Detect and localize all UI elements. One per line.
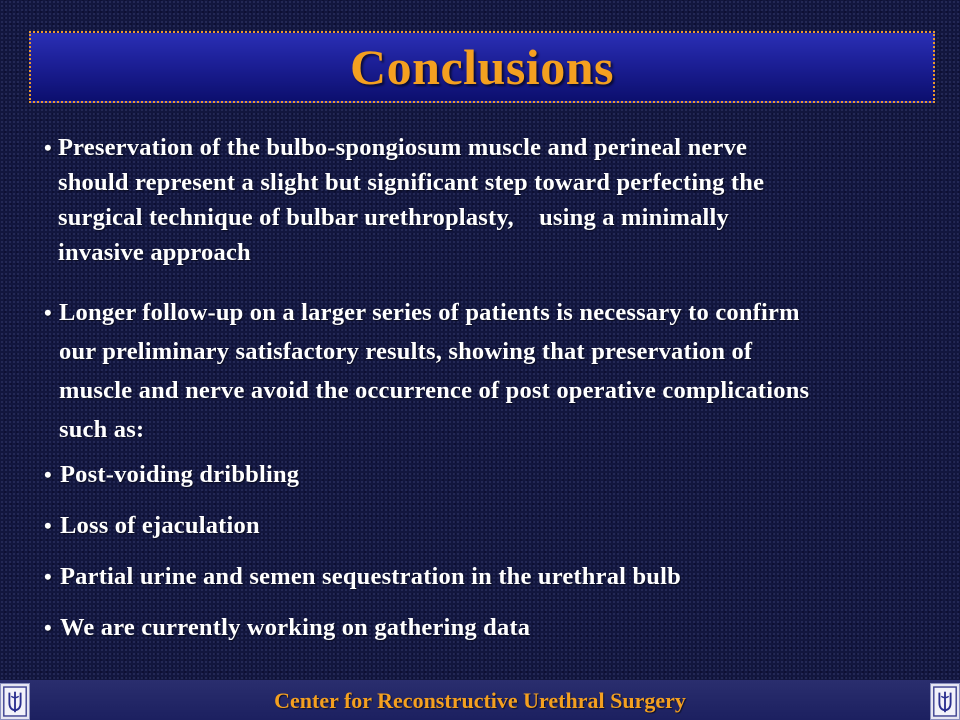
bullet-line: Post-voiding dribbling	[60, 461, 300, 488]
bullet-line: Longer follow-up on a larger series of patients is necessary to confirm	[59, 299, 800, 326]
bullet-marker: •	[44, 300, 52, 325]
bullet-marker: •	[44, 564, 52, 589]
bullet-line: invasive approach	[58, 239, 251, 266]
bullet-marker: •	[44, 135, 52, 160]
bullet-line: our preliminary satisfactory results, showing that preservation of	[59, 338, 753, 365]
bullet-line: We are currently working on gathering data	[60, 614, 531, 641]
footer-text: Center for Reconstructive Urethral Surgery	[274, 688, 686, 713]
bullet-gathering-data	[44, 613, 530, 643]
bullet-line: such as:	[59, 416, 145, 443]
slide-title: Conclusions	[350, 39, 614, 95]
bullet-follow-up	[44, 293, 809, 449]
bullet-line: Partial urine and semen sequestration in the urethral bulb	[60, 563, 681, 590]
bullet-marker: •	[44, 513, 52, 538]
bullet-post-voiding-dribbling	[44, 460, 299, 490]
bullet-line: Loss of ejaculation	[60, 512, 260, 539]
urology-emblem-icon	[930, 683, 960, 720]
bullet-loss-of-ejaculation	[44, 511, 260, 541]
bullet-line: Preservation of the bulbo-spongiosum muscle and perineal nerve	[58, 134, 748, 161]
bullet-partial-sequestration	[44, 562, 681, 592]
bullet-preservation	[44, 130, 764, 270]
title-banner	[29, 31, 935, 103]
bullet-line: should represent a slight but significant step toward perfecting the	[58, 169, 765, 196]
bullet-marker: •	[44, 462, 52, 487]
footer-bar	[0, 680, 960, 720]
bullet-marker: •	[44, 615, 52, 640]
urology-emblem-icon	[0, 683, 30, 720]
bullet-line: surgical technique of bulbar urethroplasty, using a minimally	[58, 204, 729, 231]
bullet-line: muscle and nerve avoid the occurrence of post operative complications	[59, 377, 810, 404]
